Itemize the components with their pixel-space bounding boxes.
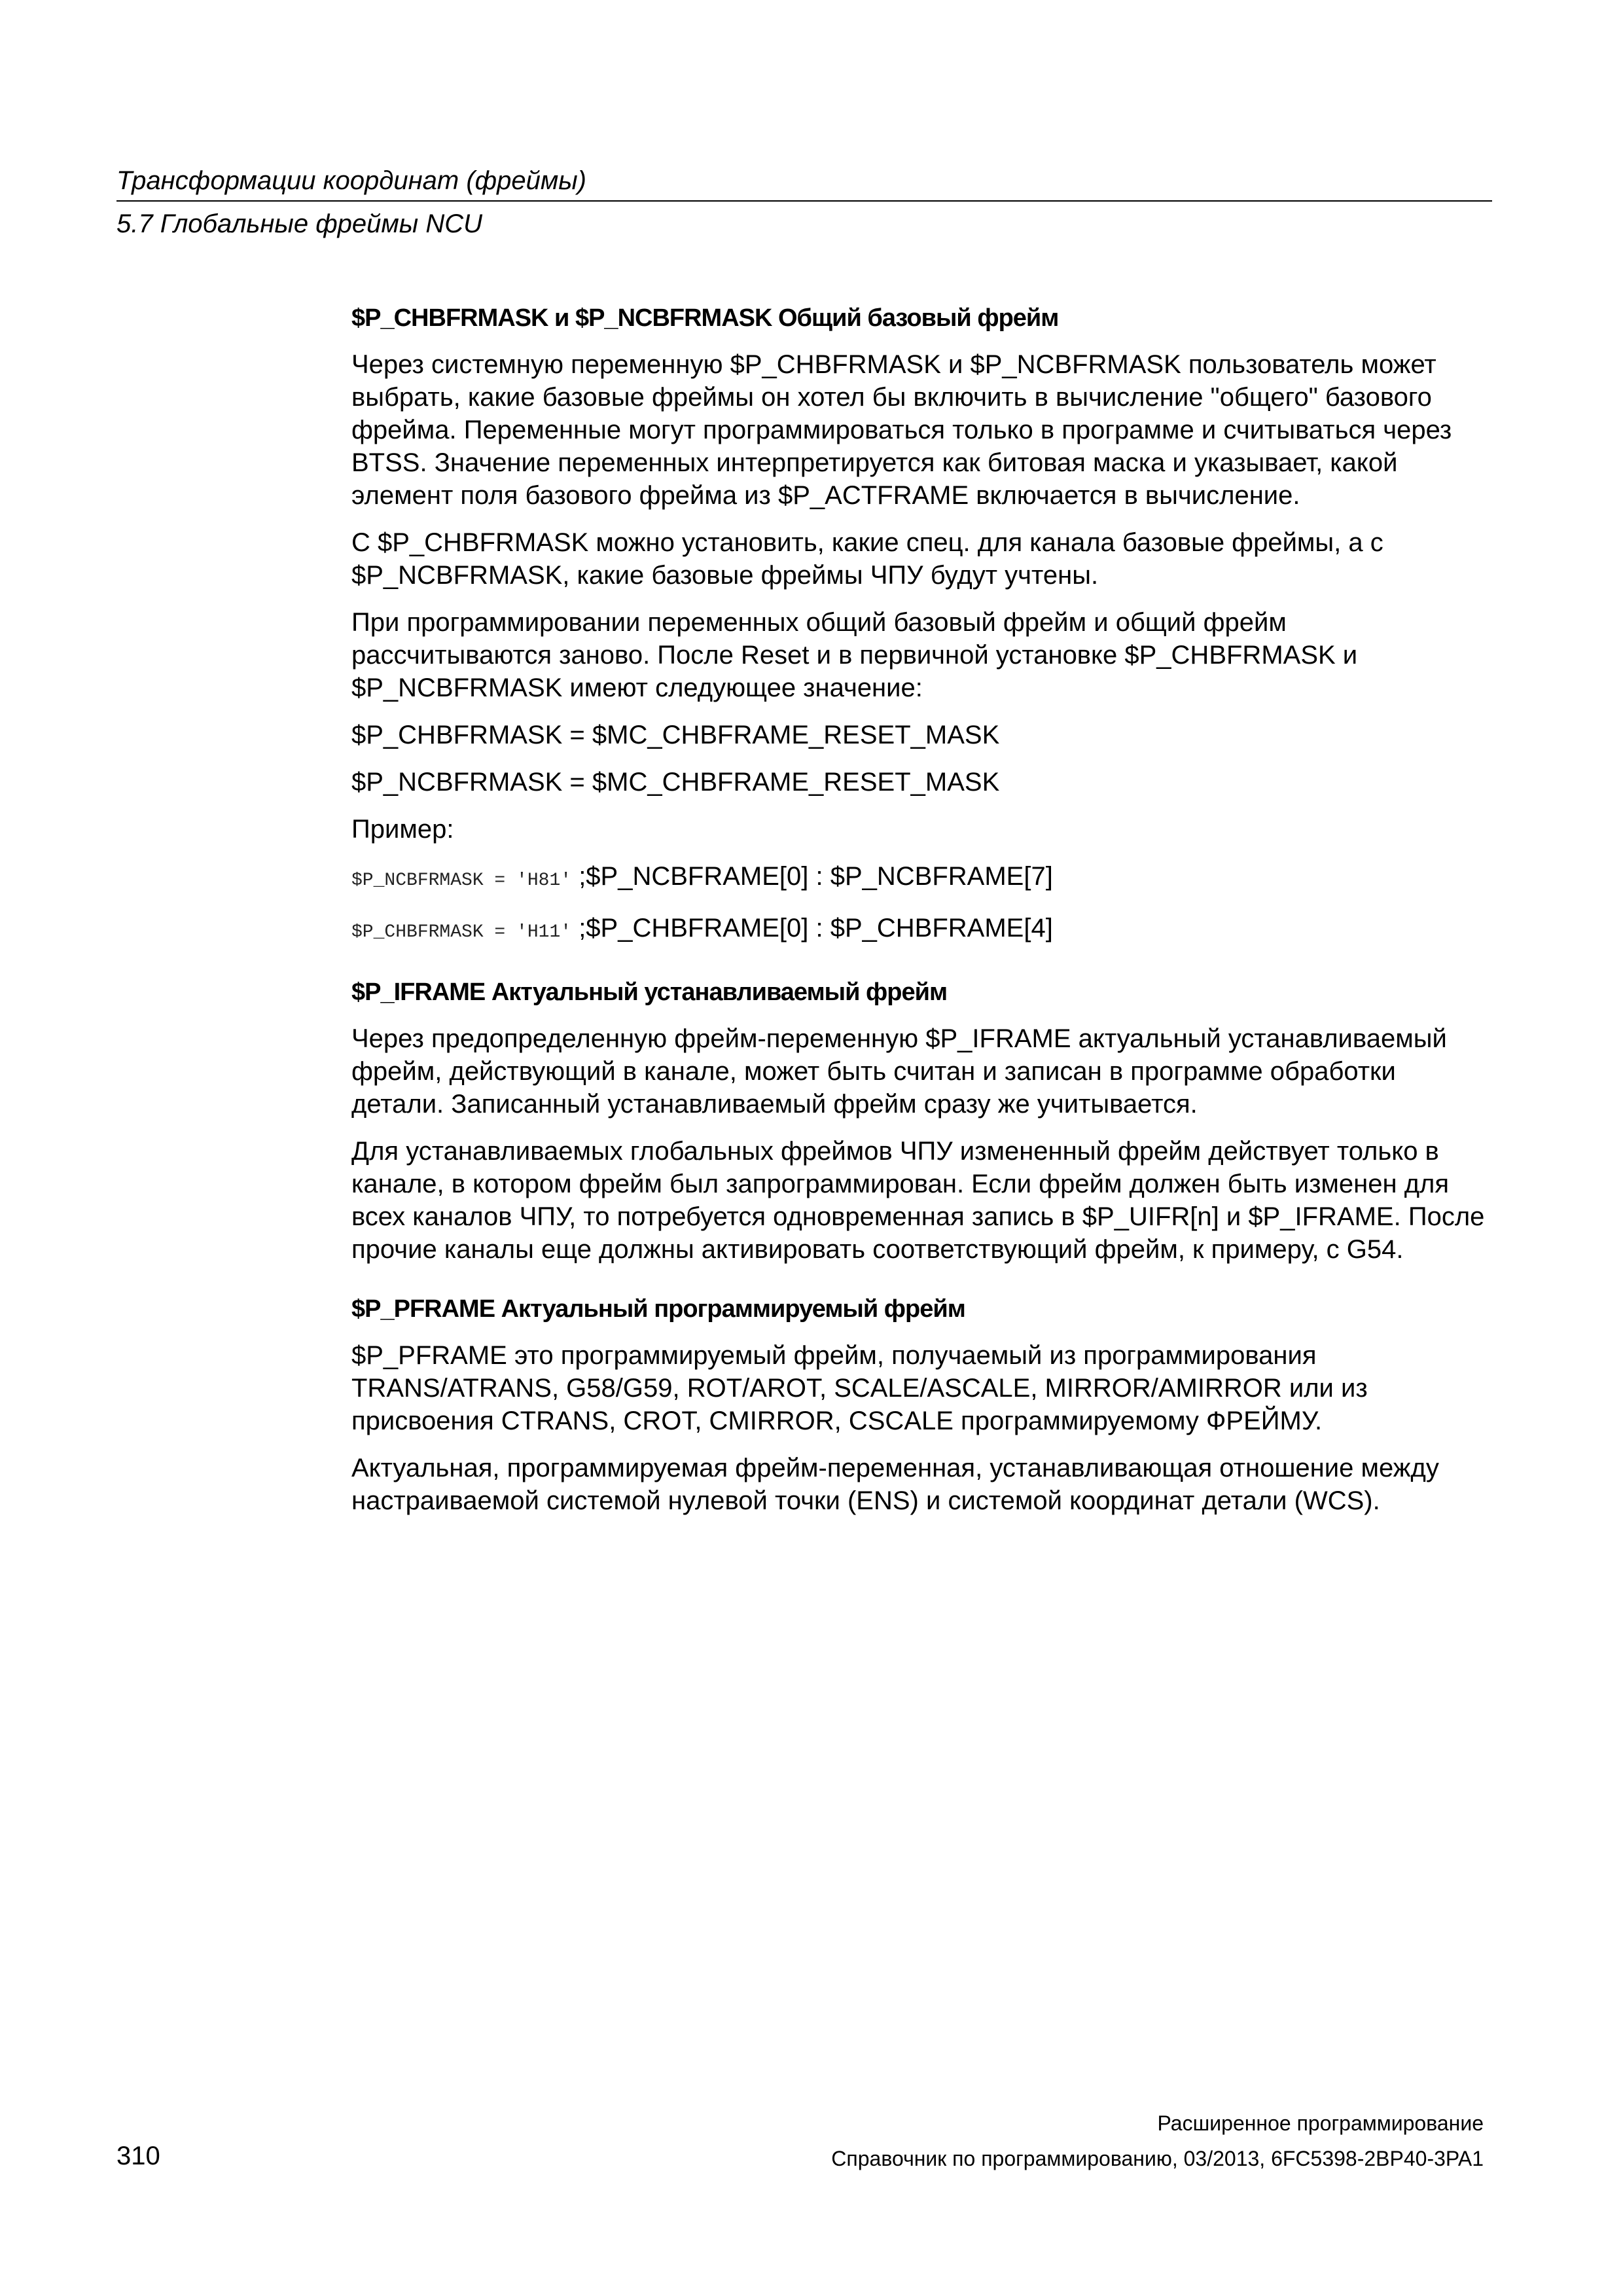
running-header-section: 5.7 Глобальные фреймы NCU <box>116 209 483 238</box>
example-label: Пример: <box>351 815 454 844</box>
example-comment: ;$P_CHBFRAME[0] : $P_CHBFRAME[4] <box>579 914 1053 942</box>
paragraph: Актуальная, программируемая фрейм-переменная, устанавливающая отношение между настраиваемой системой нулевой точки (ENS) и системой координат детали (WCS). <box>351 1454 1439 1515</box>
formula-ncbfrmask: $P_NCBFRMASK = $MC_CHBFRAME_RESET_MASK <box>351 768 1000 797</box>
paragraph: $P_PFRAME это программируемый фрейм, получаемый из программирования TRANS/ATRANS, G58/G59, ROT/AROT, SCALE/ASCALE, MIRROR/AMIRROR или из присвоения CTRANS, CROT, CMIRROR, CSCALE программируемому ФРЕЙМУ. <box>351 1341 1368 1435</box>
footer-book-title: Расширенное программирование <box>1157 2111 1484 2135</box>
section-heading-iframe: $P_IFRAME Актуальный устанавливаемый фрейм <box>351 978 948 1006</box>
page-number: 310 <box>116 2142 160 2170</box>
example-code: $P_NCBFRMASK = 'H81' <box>351 870 572 891</box>
example-code: $P_CHBFRMASK = 'H11' <box>351 922 572 942</box>
paragraph: Через системную переменную $P_CHBFRMASK и $P_NCBFRMASK пользователь может выбрать, какие базовые фреймы он хотел бы включить в вычисление "общего" базового фрейма. Переменные могут программироваться только в программе и считываться через BTSS. Значение переменных интерпретируется как битовая маска и указывает, какой элемент поля базового фрейма из $P_ACTFRAME включается в вычисление. <box>351 350 1452 510</box>
running-header-chapter: Трансформации координат (фреймы) <box>116 166 586 195</box>
example-line <box>351 912 1493 949</box>
paragraph: Для устанавливаемых глобальных фреймов ЧПУ измененный фрейм действует только в канале, в котором фрейм был запрограммирован. Если фрейм должен быть изменен для всех каналов ЧПУ, то потребуется одновременная запись в $P_UIFR[n] и $P_IFRAME. После прочие каналы еще должны активировать соответствующий фрейм, к примеру, с G54. <box>351 1137 1485 1264</box>
example-comment: ;$P_NCBFRAME[0] : $P_NCBFRAME[7] <box>579 862 1053 891</box>
section-heading-bfrmask: $P_CHBFRMASK и $P_NCBFRMASK Общий базовый фрейм <box>351 304 1059 332</box>
header-divider <box>116 200 1492 202</box>
footer-book-info: Справочник по программированию, 03/2013, 6FC5398-2BP40-3PA1 <box>831 2147 1484 2170</box>
main-content <box>351 302 1493 1532</box>
section-heading-pframe: $P_PFRAME Актуальный программируемый фрейм <box>351 1295 965 1323</box>
example-line <box>351 860 1493 897</box>
paragraph: С $P_CHBFRMASK можно установить, какие спец. для канала базовые фреймы, а с $P_NCBFRMASK, какие базовые фреймы ЧПУ будут учтены. <box>351 528 1383 590</box>
paragraph: При программировании переменных общий базовый фрейм и общий фрейм рассчитываются заново. После Reset и в первичной установке $P_CHBFRMASK и $P_NCBFRMASK имеют следующее значение: <box>351 608 1358 702</box>
formula-chbfrmask: $P_CHBFRMASK = $MC_CHBFRAME_RESET_MASK <box>351 721 1000 749</box>
paragraph: Через предопределенную фрейм-переменную $P_IFRAME актуальный устанавливаемый фрейм, действующий в канале, может быть считан и записан в программе обработки детали. Записанный устанавливаемый фрейм сразу же учитывается. <box>351 1024 1447 1119</box>
